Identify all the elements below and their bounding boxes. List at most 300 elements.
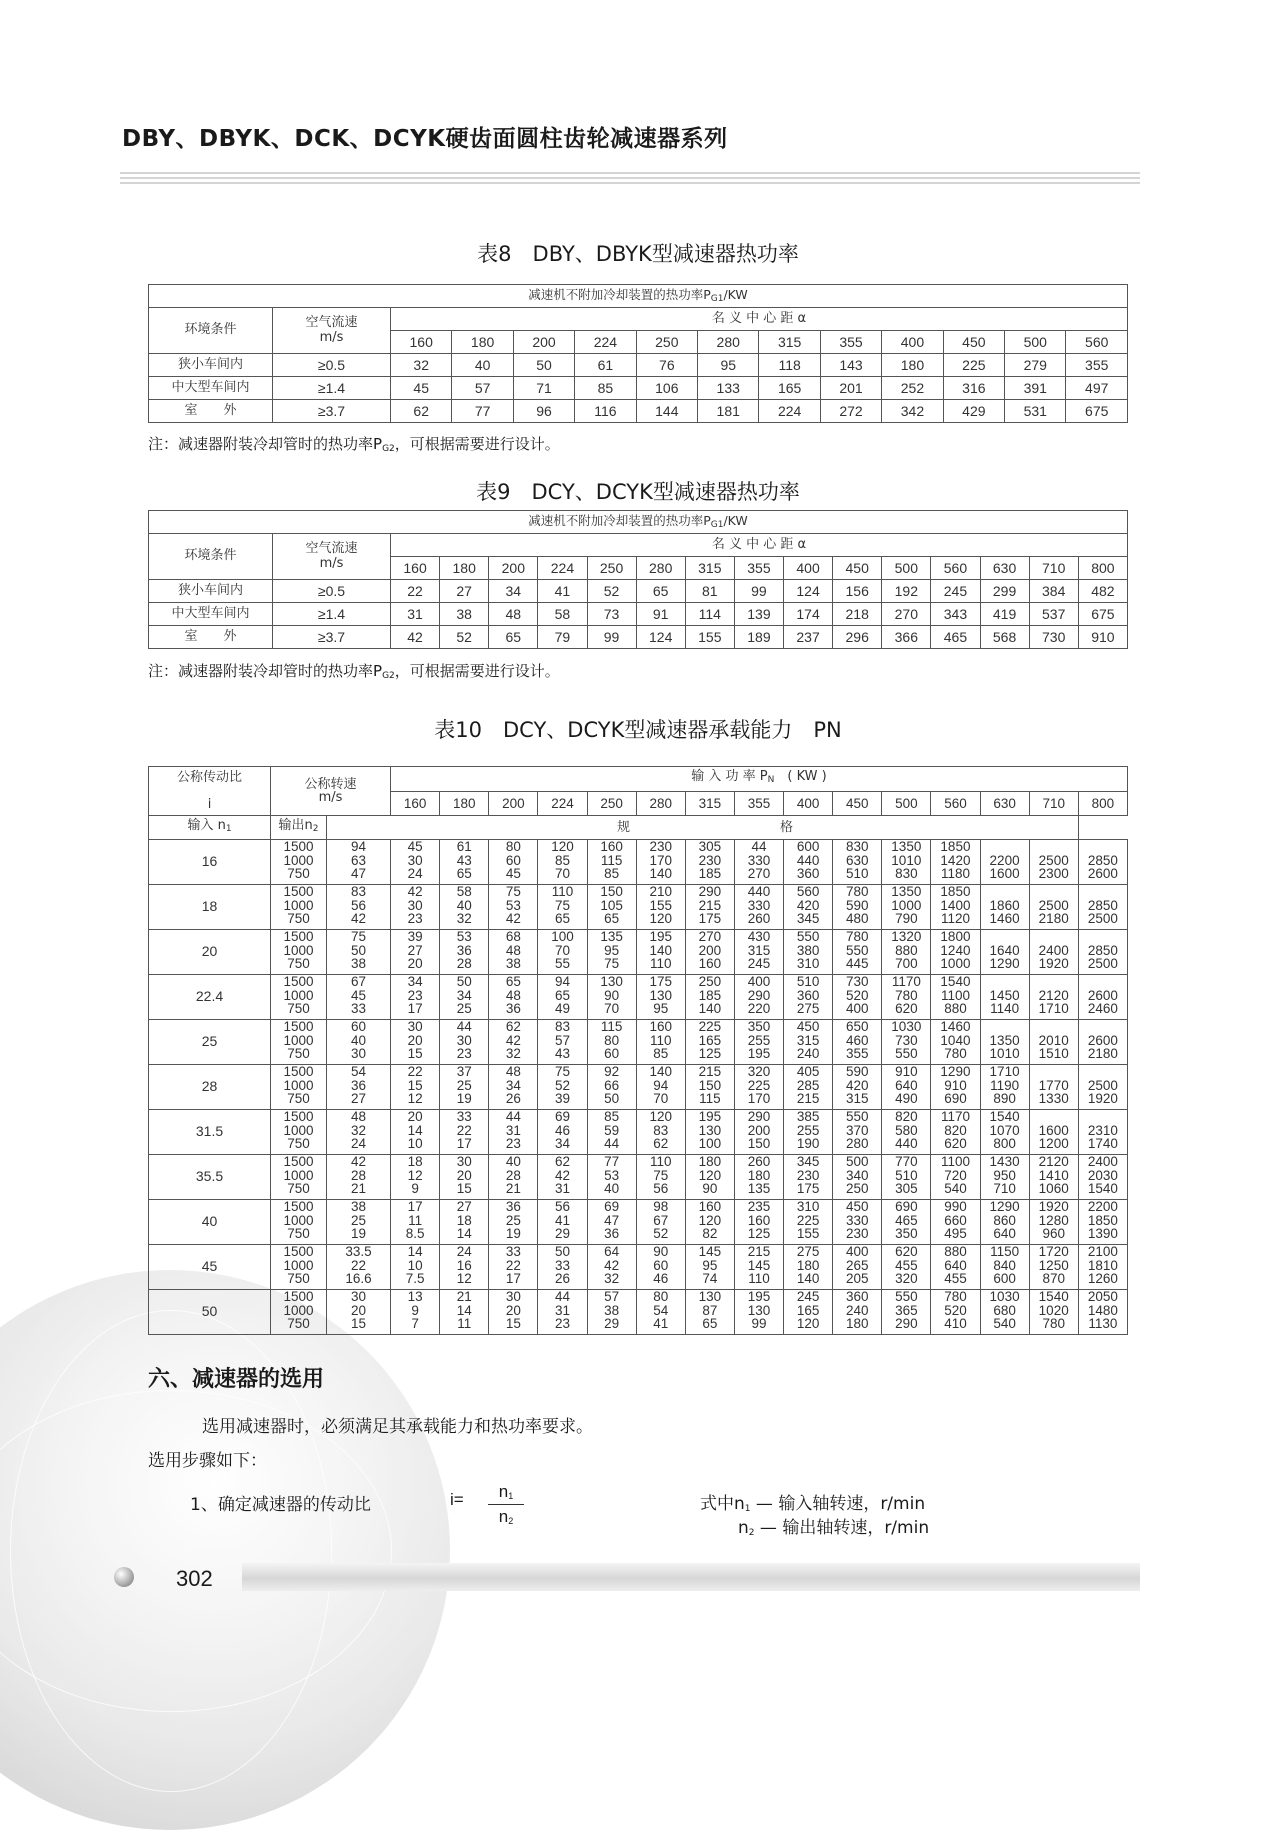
table10-value: 32 (505, 1046, 521, 1061)
table10-value: 44 (554, 1289, 570, 1304)
table10-value: 160 (747, 1212, 771, 1228)
table10-power-cell (882, 1020, 931, 1065)
table10-value: 160 (600, 839, 623, 854)
table10-value: 710 (993, 1181, 1016, 1196)
table9-value-cell: 537 (1029, 603, 1078, 626)
table10-value: 85 (554, 852, 570, 868)
table10-value: 910 (895, 1064, 918, 1079)
table10-value: 750 (287, 1091, 310, 1106)
table10-power-cell (587, 1065, 636, 1110)
table9-value-cell: 48 (489, 603, 538, 626)
table10-value: 230 (845, 1226, 869, 1241)
table10-ratio-cell: 28 (149, 1065, 271, 1110)
table10-value: 1250 (1038, 1257, 1069, 1273)
table9-value-cell: 114 (685, 603, 734, 626)
table10-value: 56 (350, 897, 367, 913)
table10-power-cell (538, 885, 587, 930)
table10-value: 38 (505, 956, 521, 971)
table9-value-cell: 41 (538, 580, 587, 603)
table10-value: 90 (604, 987, 620, 1003)
table10-value: 690 (895, 1199, 918, 1214)
table10-value: 39 (407, 929, 423, 944)
table10-value: 53 (604, 1167, 620, 1183)
table9-env-cell: 中大型车间内 (149, 603, 273, 626)
table10-power-cell (1029, 885, 1078, 930)
table10-value (981, 975, 1029, 989)
table10-value: 580 (895, 1122, 918, 1138)
table10-value: 630 (845, 852, 869, 868)
table10-row (149, 840, 1128, 885)
table10-value: 990 (944, 1199, 967, 1214)
table9-env-header: 环境条件 (149, 534, 273, 580)
table10-value: 120 (698, 1212, 722, 1228)
table10-power-cell (489, 975, 538, 1020)
table10-value: 880 (944, 1001, 967, 1016)
table10-value: 22 (456, 1122, 472, 1138)
table10-power-cell (1078, 1065, 1127, 1110)
table10-power-cell (784, 1065, 833, 1110)
table9-value-cell: 237 (784, 626, 833, 649)
table8-size-header: 500 (1005, 331, 1066, 354)
table8-value-cell: 85 (575, 377, 636, 400)
table10-value: 9 (411, 1181, 419, 1196)
table10-value: 1800 (940, 929, 971, 944)
table8-env-cell: 狭小车间内 (149, 354, 273, 377)
table10-value: 38 (604, 1302, 620, 1318)
table10-value: 1000 (283, 1122, 314, 1138)
table10-ratio-cell: 16 (149, 840, 271, 885)
table10-value: 31 (554, 1302, 570, 1318)
table10-value: 16.6 (345, 1271, 372, 1286)
table10-power-cell (1078, 930, 1127, 975)
table10-input-speed-cell (271, 975, 327, 1020)
table10-value: 700 (895, 956, 918, 971)
step1-text: 1、确定减速器的传动比 (190, 1495, 371, 1515)
table10-value: 30 (350, 1289, 367, 1304)
table10-value: 800 (993, 1136, 1016, 1151)
table10-value: 2300 (1038, 866, 1069, 881)
table10-value: 49 (554, 1001, 570, 1016)
table8-value-cell: 106 (636, 377, 697, 400)
table10-power-cell (882, 1290, 931, 1335)
table9-value-cell: 465 (931, 626, 980, 649)
table10-power-cell (734, 1110, 783, 1155)
table10-value: 165 (698, 1032, 722, 1048)
table10-power-cell (931, 1110, 980, 1155)
table10-value: 32 (456, 911, 472, 926)
table10-value: 270 (698, 929, 722, 944)
table8-value-cell: 355 (1066, 354, 1128, 377)
table10-value: 83 (350, 884, 367, 899)
table10-value: 43 (456, 852, 472, 868)
table10-power-cell (587, 885, 636, 930)
table10-value: 345 (796, 911, 820, 926)
table9-value-cell: 343 (931, 603, 980, 626)
table10-power-cell (980, 1110, 1029, 1155)
table10-power-cell (636, 1290, 685, 1335)
table10-input-speed-cell (271, 885, 327, 930)
table10-power-cell (391, 1245, 440, 1290)
formula-lhs: i= (450, 1490, 464, 1509)
table10-value: 17 (456, 1136, 472, 1151)
table10-power-cell (882, 1245, 931, 1290)
table10-value: 240 (796, 1046, 820, 1061)
table10-power-cell (440, 1290, 489, 1335)
table10-value: 1710 (989, 1064, 1020, 1079)
table10-value: 65 (604, 911, 620, 926)
table10-value: 30 (456, 1032, 472, 1048)
table10-value: 120 (796, 1316, 820, 1331)
table10-power-cell (833, 1245, 882, 1290)
table10-load-capacity (148, 766, 1128, 1335)
table10-output-speed-cell (327, 1155, 391, 1200)
table10-value: 1330 (1038, 1091, 1069, 1106)
table10-value: 23 (407, 987, 423, 1003)
table10-power-cell (391, 1290, 440, 1335)
table10-ratio-cell: 40 (149, 1200, 271, 1245)
table8-value-cell: 77 (452, 400, 513, 423)
table10-power-cell (636, 885, 685, 930)
table9-row (149, 626, 1128, 649)
table10-value: 82 (702, 1226, 718, 1241)
table10-power-cell (734, 1245, 783, 1290)
table10-value: 15 (505, 1316, 521, 1331)
table8-size-header: 450 (943, 331, 1004, 354)
table10-value: 860 (993, 1212, 1016, 1228)
table10-value: 1480 (1087, 1302, 1118, 1318)
table10-size-header: 355 (734, 792, 783, 816)
table10-value: 1000 (283, 897, 314, 913)
table8-value-cell: 95 (698, 354, 759, 377)
table9-size-header: 500 (882, 557, 931, 580)
table10-value: 1200 (1038, 1136, 1069, 1151)
table10-value: 1290 (989, 956, 1020, 971)
table10-power-cell (734, 1200, 783, 1245)
table10-value: 39 (554, 1091, 570, 1106)
table10-power-cell (931, 840, 980, 885)
table9-value-cell: 34 (489, 580, 538, 603)
table10-value: 780 (1042, 1316, 1065, 1331)
table10-value: 99 (751, 1316, 767, 1331)
table10-power-cell (685, 1065, 734, 1110)
table10-value: 250 (845, 1181, 869, 1196)
table10-value: 750 (287, 1271, 310, 1286)
table9-value-cell: 22 (391, 580, 440, 603)
table10-output-speed-cell (327, 1200, 391, 1245)
table10-value: 770 (895, 1154, 918, 1169)
table10-value: 2120 (1038, 1154, 1069, 1169)
table10-value: 410 (944, 1316, 967, 1331)
table10-value: 285 (796, 1077, 820, 1093)
table10-value: 440 (796, 852, 820, 868)
table8-air-cell: ≥1.4 (273, 377, 391, 400)
table10-value: 400 (845, 1244, 869, 1259)
table10-power-cell (440, 930, 489, 975)
table10-power-cell (489, 930, 538, 975)
table10-value: 19 (456, 1091, 472, 1106)
table8-env-cell: 室 外 (149, 400, 273, 423)
table8-air-cell: ≥3.7 (273, 400, 391, 423)
table10-power-cell (833, 930, 882, 975)
table8-value-cell: 71 (513, 377, 574, 400)
table10-value: 1500 (283, 1199, 314, 1214)
table10-value: 2460 (1087, 1001, 1118, 1016)
table10-value: 75 (653, 1167, 669, 1183)
table8-value-cell: 118 (759, 354, 820, 377)
table10-power-cell (833, 1065, 882, 1110)
table9-value-cell: 192 (882, 580, 931, 603)
table10-power-cell (391, 1110, 440, 1155)
table10-power-cell (440, 885, 489, 930)
formula-numerator: $n_1$ (498, 1482, 514, 1501)
table10-value: 110 (649, 1154, 672, 1169)
table8-value-cell: 61 (575, 354, 636, 377)
table10-value: 245 (747, 956, 771, 971)
table10-value: 25 (350, 1212, 367, 1228)
table10-power-cell (833, 1110, 882, 1155)
table10-value: 90 (702, 1181, 718, 1196)
table10-value: 1290 (989, 1199, 1020, 1214)
table10-value: 58 (456, 884, 472, 899)
table10-value (1030, 840, 1078, 854)
table10-value: 16 (456, 1257, 472, 1273)
table9-value-cell: 42 (391, 626, 440, 649)
table10-value: 155 (649, 897, 672, 913)
table10-value: 830 (895, 866, 918, 881)
table10-value: 1100 (940, 1154, 970, 1169)
table10-value: 1030 (891, 1019, 922, 1034)
table10-power-cell (784, 1290, 833, 1335)
table10-value: 36 (505, 1199, 521, 1214)
table10-value: 350 (895, 1226, 918, 1241)
table8-size-header: 400 (882, 331, 943, 354)
table10-power-cell (980, 1065, 1029, 1110)
table10-size-header: 560 (931, 792, 980, 816)
table10-value: 83 (653, 1122, 669, 1138)
table10-value: 54 (350, 1064, 367, 1079)
table10-value: 1920 (1038, 1199, 1069, 1214)
table10-power-cell (538, 930, 587, 975)
table10-value: 640 (993, 1226, 1016, 1241)
table10-power-cell (1029, 1065, 1078, 1110)
table10-value: 1010 (989, 1046, 1020, 1061)
table9-value-cell: 482 (1078, 580, 1127, 603)
table10-value: 275 (796, 1001, 820, 1016)
table10-value: 2850 (1087, 942, 1118, 958)
table10-row (149, 930, 1128, 975)
table10-power-cell (784, 1245, 833, 1290)
table9-size-header: 355 (734, 557, 783, 580)
table10-value: 1500 (283, 1109, 314, 1124)
table10-value: 2600 (1087, 866, 1118, 881)
table10-power-cell (1029, 1200, 1078, 1245)
table10-value: 20 (350, 1302, 367, 1318)
table10-value: 1420 (940, 852, 971, 868)
table10-value: 50 (604, 1091, 620, 1106)
table9-size-header: 280 (636, 557, 685, 580)
table10-value: 12 (407, 1091, 423, 1106)
table10-size-header: 400 (784, 792, 833, 816)
table10-value: 74 (702, 1271, 718, 1286)
table10-value: 910 (944, 1077, 967, 1093)
table10-power-cell (440, 1155, 489, 1200)
table10-value: 180 (747, 1167, 771, 1183)
table10-value: 640 (944, 1257, 967, 1273)
table10-input-speed-cell (271, 840, 327, 885)
table10-value: 1410 (1038, 1167, 1069, 1183)
table10-value: 13 (407, 1289, 423, 1304)
table8-size-header: 315 (759, 331, 820, 354)
table10-power-cell (440, 1200, 489, 1245)
table10-value: 145 (747, 1257, 771, 1273)
table10-value: 200 (747, 1122, 771, 1138)
table10-value: 205 (845, 1271, 869, 1286)
table10-power-cell (538, 840, 587, 885)
table10-value: 75 (505, 884, 521, 899)
table9-center-distance-header: 名 义 中 心 距 α (391, 534, 1128, 557)
table10-value: 520 (944, 1302, 967, 1318)
table9-value-cell: 218 (833, 603, 882, 626)
table9-value-cell: 189 (734, 626, 783, 649)
table10-power-cell (931, 1020, 980, 1065)
table9-size-header: 450 (833, 557, 882, 580)
table10-power-cell (685, 1245, 734, 1290)
table10-power-cell (784, 1200, 833, 1245)
table10-value: 36 (505, 1001, 521, 1016)
table10-power-cell (587, 1290, 636, 1335)
table8-value-cell: 342 (882, 400, 943, 423)
table10-value: 780 (944, 1046, 967, 1061)
table10-value: 880 (944, 1244, 967, 1259)
table8-value-cell: 252 (882, 377, 943, 400)
table10-power-cell (391, 1020, 440, 1065)
table10-ratio-cell: 35.5 (149, 1155, 271, 1200)
table9-value-cell: 910 (1078, 626, 1127, 649)
table10-value: 62 (554, 1154, 570, 1169)
table10-speed-header: 公称转速 m/s (271, 767, 391, 816)
table10-value: 440 (895, 1136, 918, 1151)
table8-size-header: 180 (452, 331, 513, 354)
table10-power-cell (882, 1200, 931, 1245)
table10-value: 34 (456, 987, 472, 1003)
table8-center-distance-header: 名 义 中 心 距 α (391, 308, 1128, 331)
table10-value: 130 (747, 1302, 771, 1318)
table8-value-cell: 116 (575, 400, 636, 423)
table10-value: 50 (350, 942, 367, 958)
table10-value: 190 (796, 1136, 820, 1151)
table10-value: 20 (407, 956, 423, 971)
table10-power-cell (587, 975, 636, 1020)
table10-value: 215 (698, 1064, 722, 1079)
table10-power-cell (1029, 1155, 1078, 1200)
table10-value: 23 (554, 1316, 570, 1331)
table10-value: 115 (600, 852, 623, 868)
table10-value: 600 (993, 1271, 1016, 1286)
table10-ratio-cell: 22.4 (149, 975, 271, 1020)
table10-output-speed-cell (327, 1065, 391, 1110)
table10-value: 2180 (1087, 1046, 1118, 1061)
table10-value: 19 (350, 1226, 367, 1241)
table10-value: 1500 (283, 1064, 314, 1079)
table10-value: 85 (604, 1109, 620, 1124)
table10-value: 2500 (1087, 956, 1118, 971)
table10-value: 720 (944, 1167, 967, 1183)
table10-value: 1350 (891, 839, 922, 854)
table10-value: 10 (407, 1257, 423, 1273)
table9-value-cell: 675 (1078, 603, 1127, 626)
table10-power-cell (538, 1200, 587, 1245)
table10-power-cell (833, 840, 882, 885)
table10-value: 265 (845, 1257, 869, 1273)
table10-power-cell (882, 930, 931, 975)
table10-value: 280 (845, 1136, 869, 1151)
table10-power-cell (784, 1020, 833, 1065)
table10-value: 33 (456, 1109, 472, 1124)
table10-value: 730 (845, 974, 869, 989)
table10-value: 1920 (1038, 956, 1069, 971)
table9-value-cell: 730 (1029, 626, 1078, 649)
table10-value: 180 (698, 1154, 722, 1169)
table10-power-cell (489, 1245, 538, 1290)
table10-value: 1000 (283, 1077, 314, 1093)
table10-value: 94 (554, 974, 570, 989)
table10-value: 66 (604, 1077, 620, 1093)
table10-value: 315 (747, 942, 771, 958)
table10-input-speed-cell (271, 1065, 327, 1110)
table10-power-cell (882, 1110, 931, 1155)
table10-size-header: 315 (685, 792, 734, 816)
table10-value: 1460 (989, 911, 1020, 926)
table10-value: 40 (505, 1154, 521, 1169)
table10-power-cell (391, 1155, 440, 1200)
table10-value: 1390 (1087, 1226, 1118, 1241)
table10-value: 1600 (1038, 1122, 1069, 1138)
table10-value: 170 (747, 1091, 771, 1106)
table8-value-cell: 181 (698, 400, 759, 423)
table10-value: 94 (653, 1077, 669, 1093)
table10-value: 780 (895, 987, 918, 1003)
table10-value: 270 (747, 866, 771, 881)
table10-value: 55 (554, 956, 570, 971)
table10-value: 460 (845, 1032, 869, 1048)
table10-power-cell (980, 975, 1029, 1020)
table10-value: 520 (845, 987, 869, 1003)
table10-input-speed-cell (271, 1110, 327, 1155)
table10-value: 8.5 (405, 1226, 425, 1241)
table10-value: 25 (456, 1077, 472, 1093)
table10-input-speed-cell (271, 1245, 327, 1290)
table10-value: 64 (604, 1244, 620, 1259)
table10-power-cell (1078, 1245, 1127, 1290)
table10-value: 1030 (989, 1289, 1020, 1304)
table10-value: 1850 (940, 884, 971, 899)
table10-value: 465 (895, 1212, 918, 1228)
table10-value: 57 (554, 1032, 570, 1048)
table10-value: 550 (845, 942, 869, 958)
table10-value: 18 (407, 1154, 423, 1169)
globe-watermark (0, 1270, 450, 1830)
table10-power-cell (489, 1290, 538, 1335)
table10-row (149, 1290, 1128, 1335)
table10-power-cell (882, 885, 931, 930)
table10-value: 24 (350, 1136, 367, 1151)
table10-value: 70 (554, 942, 570, 958)
table10-value: 2500 (1087, 1077, 1118, 1093)
table10-power-cell (931, 1155, 980, 1200)
table10-value: 22 (350, 1257, 367, 1273)
table8-value-cell: 40 (452, 354, 513, 377)
table10-power-cell (636, 1020, 685, 1065)
